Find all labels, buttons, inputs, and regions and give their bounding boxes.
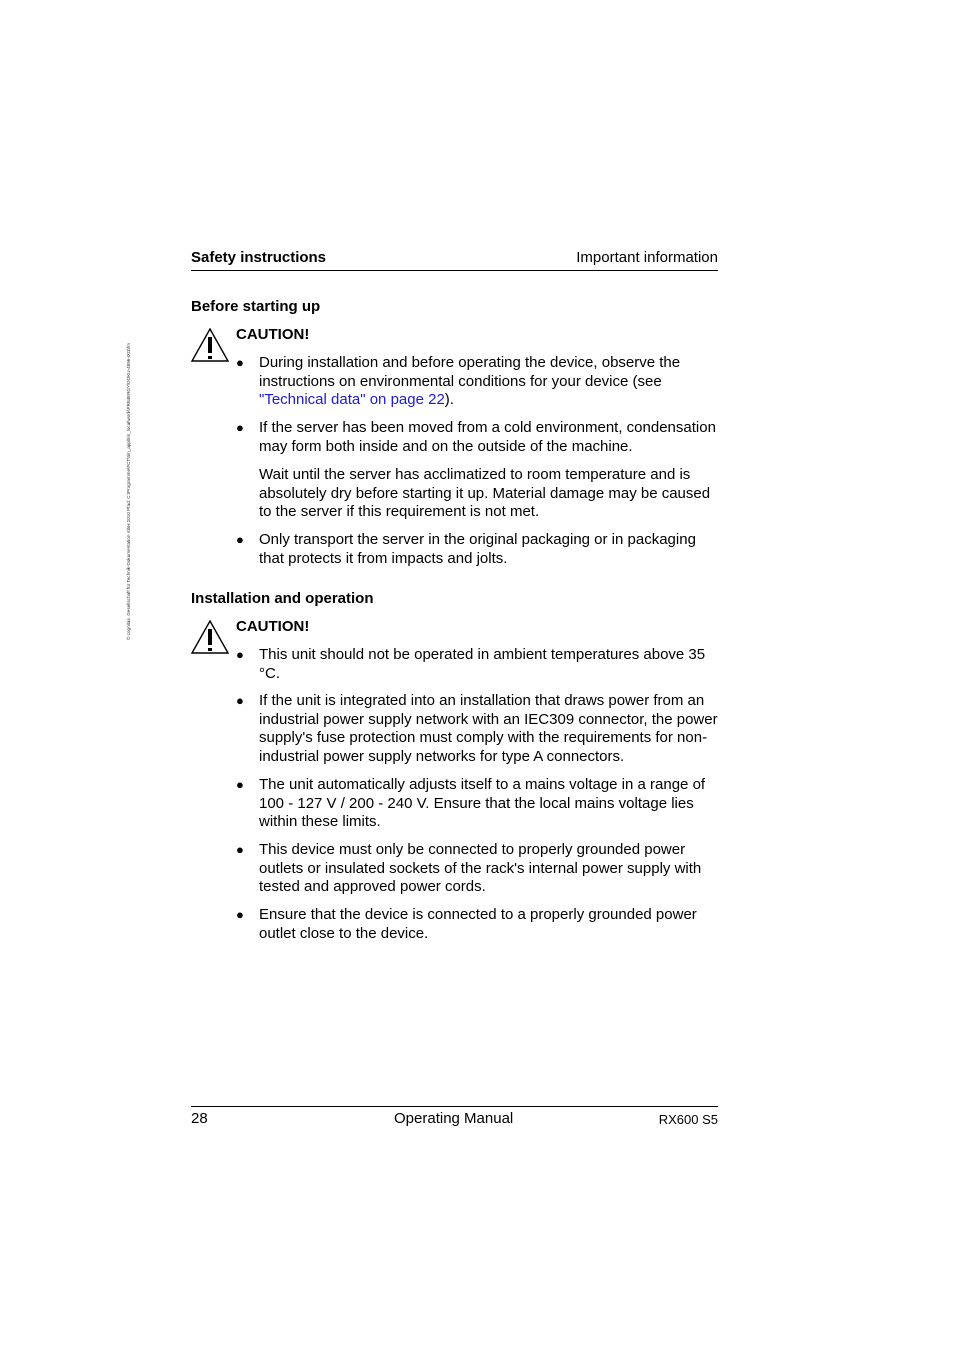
section-title-before-starting-up: Before starting up bbox=[191, 298, 321, 315]
footer-model: RX600 S5 bbox=[658, 1112, 718, 1127]
bullet: ● bbox=[236, 907, 244, 922]
list-item-text: Only transport the server in the original packaging or in packaging that protects it from impacts and jolts. bbox=[259, 531, 696, 567]
list-item-text: The unit automatically adjusts itself to a mains voltage in a range of 100 - 127 V / 200 - 240 V. Ensure that the local mains voltage lies within these limits. bbox=[259, 776, 706, 830]
section-title-installation-and-operation: Installation and operation bbox=[191, 590, 374, 607]
bullet: ● bbox=[236, 693, 244, 708]
list-item-text: Ensure that the device is connected to a properly grounded power outlet close to the device. bbox=[259, 906, 697, 942]
list-item-text: During installation and before operating the device, observe the instructions on environmental conditions for your device (see "Technical data" on page 22). bbox=[259, 354, 681, 408]
caution-warning-icon bbox=[191, 620, 229, 654]
bullet: ● bbox=[236, 647, 244, 662]
footer-title: Operating Manual bbox=[394, 1110, 514, 1127]
footer-rule bbox=[191, 1106, 718, 1107]
list-item-text: This device must only be connected to properly grounded power outlets or insulated sockets of the rack's internal power supply with tested and approved power cords. bbox=[259, 841, 702, 895]
footer-page-number: 28 bbox=[191, 1110, 208, 1127]
technical-data-link[interactable]: "Technical data" on page 22 bbox=[259, 391, 445, 408]
caution-label: CAUTION! bbox=[236, 618, 310, 635]
running-header-right: Important information bbox=[576, 249, 718, 266]
bullet: ● bbox=[236, 842, 244, 857]
running-header-left: Safety instructions bbox=[191, 249, 327, 266]
bullet: ● bbox=[236, 532, 244, 547]
side-path-note: © cognitas. Gesellschaft für Technik-Dokumentation mbH 2010 Pfad: C:\Programme\FCT\tim_app\tim_local\work\PRIMERGY\DOKU-4896-003\fm bbox=[126, 343, 131, 640]
bullet: ● bbox=[236, 777, 244, 792]
bullet: ● bbox=[236, 355, 244, 370]
caution-warning-icon bbox=[191, 328, 229, 362]
header-rule bbox=[191, 270, 718, 271]
list-item-text: If the server has been moved from a cold environment, condensation may form both inside and on the outside of the machine. bbox=[259, 419, 716, 455]
caution-label: CAUTION! bbox=[236, 326, 310, 343]
list-item-text: If the unit is integrated into an installation that draws power from an industrial power supply network with an IEC309 connector, the power supply's fuse protection must comply with the requirements for non-industrial power supply networks for type A connectors. bbox=[259, 692, 718, 765]
bullet: ● bbox=[236, 420, 244, 435]
list-item-text: This unit should not be operated in ambient temperatures above 35 °C. bbox=[259, 646, 706, 682]
